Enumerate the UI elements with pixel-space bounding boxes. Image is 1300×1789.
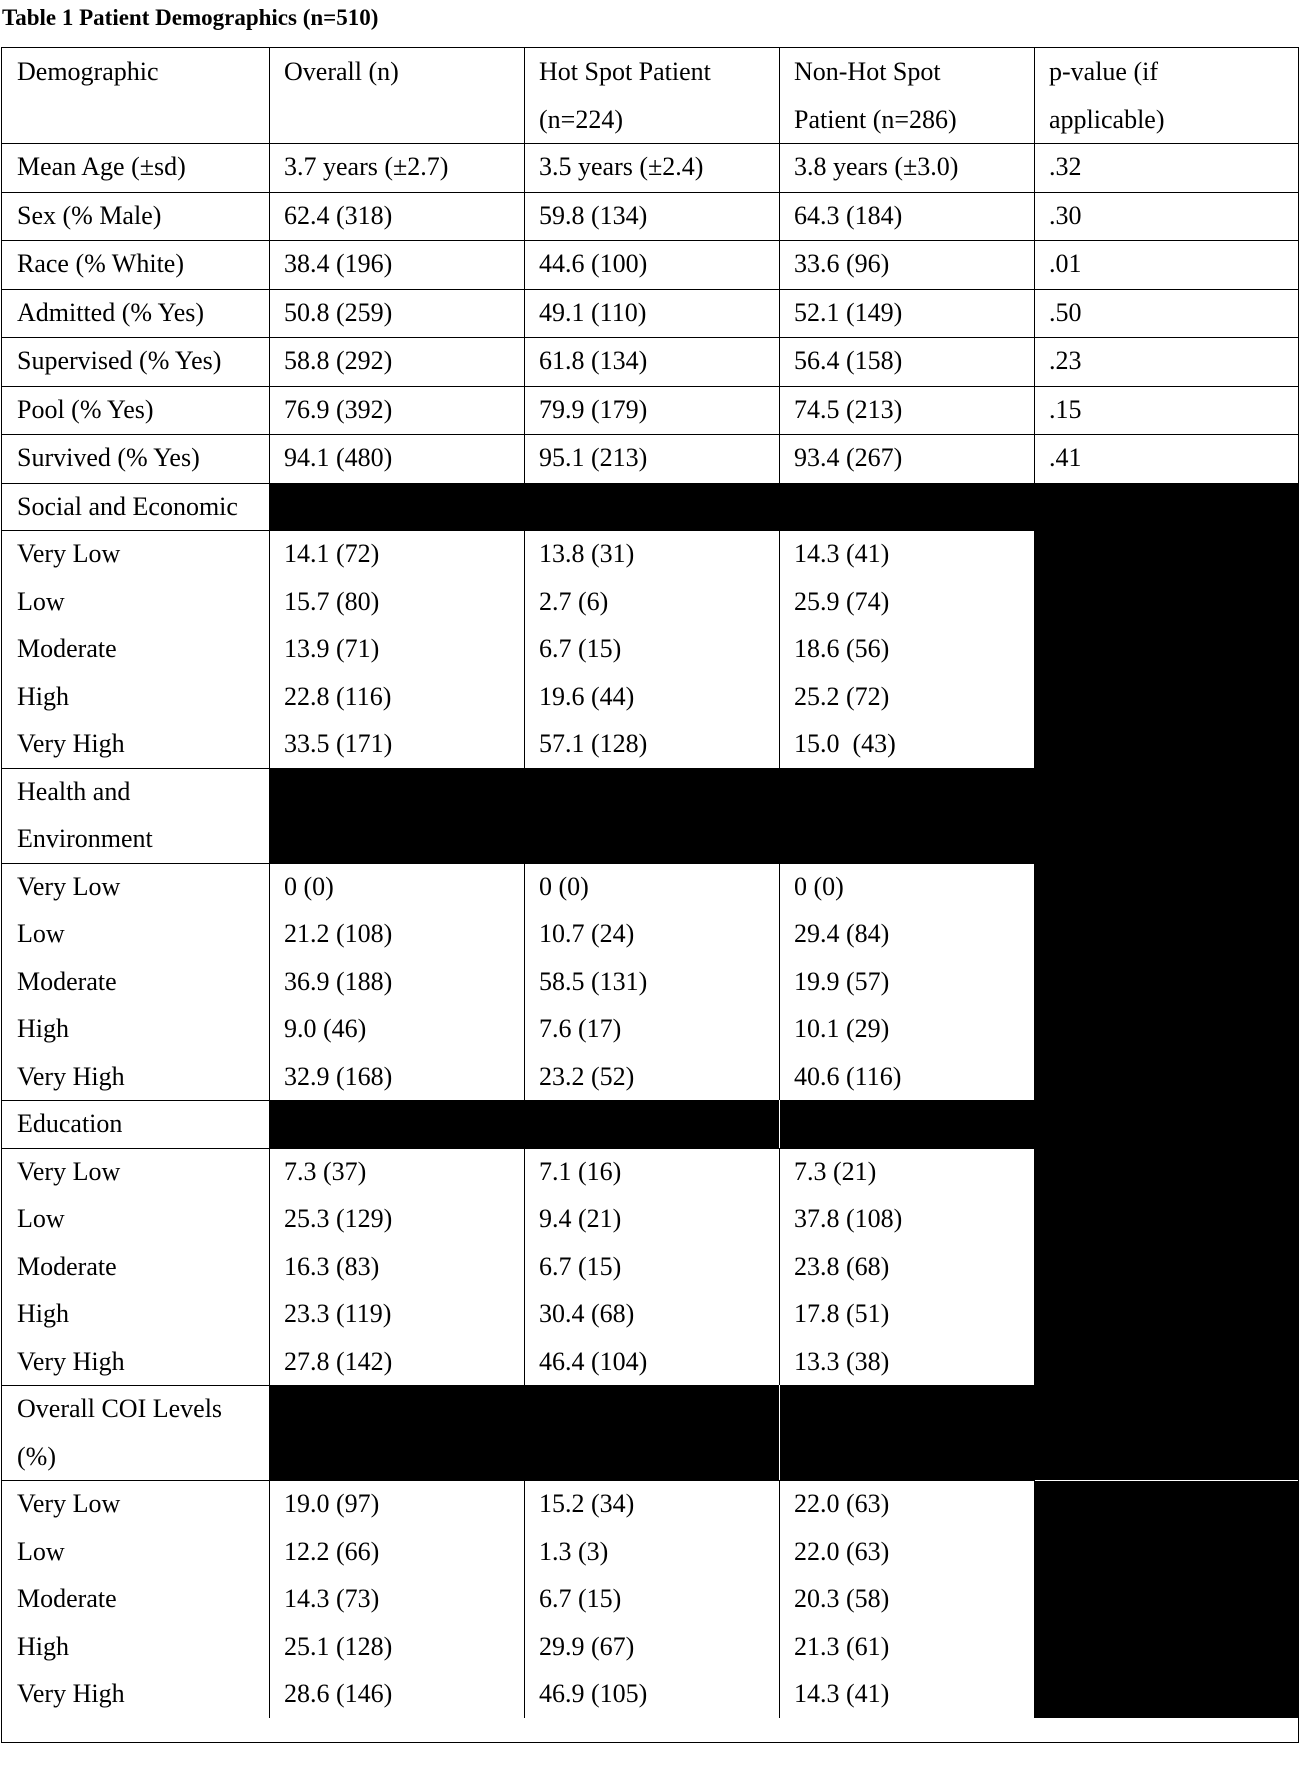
redaction-bar [1034,863,1298,1101]
column-divider [1034,530,1035,768]
column-divider [524,1480,525,1718]
data-cell: 23.3 (119) [284,1299,392,1328]
redaction-bar [1034,1148,1298,1386]
data-cell: 25.9 (74) [794,586,890,616]
data-cell: 3.5 years (±2.4) [539,152,704,181]
data-cell: 58.5 (131) [539,966,648,996]
data-cell: 62.4 (318) [284,200,393,230]
data-cell: 36.9 (188) [284,966,393,996]
row-label: Low [17,919,65,948]
section-title: Health and Environment [17,776,153,853]
data-cell: 13.8 (31) [539,539,635,568]
row-label: Moderate [17,1584,117,1613]
data-cell: 57.1 (128) [539,729,648,758]
row-label: High [17,1631,69,1661]
header-cell: p-value (if applicable) [1049,57,1165,134]
data-cell: 6.7 (15) [539,1584,622,1613]
row-label: Survived (% Yes) [17,443,200,472]
data-cell: 46.4 (104) [539,1346,648,1376]
data-cell: 19.6 (44) [539,681,635,711]
data-cell: 2.7 (6) [539,586,609,616]
data-cell: 79.9 (179) [539,394,648,424]
data-cell: 15.2 (34) [539,1489,635,1518]
column-gap [779,1100,780,1148]
row-label: Low [17,1204,65,1233]
row-label: High [17,1014,69,1043]
table-caption: Table 1 Patient Demographics (n=510) [2,5,379,30]
row-label: Low [17,1536,65,1566]
column-divider [269,48,270,483]
data-cell: 9.4 (21) [539,1204,622,1233]
row-label: Pool (% Yes) [17,394,154,424]
data-cell: 1.3 (3) [539,1536,609,1566]
data-cell: 46.9 (105) [539,1679,648,1708]
data-cell: 13.9 (71) [284,634,380,663]
data-cell: 14.3 (41) [794,1679,890,1708]
data-cell: 33.5 (171) [284,729,393,758]
data-cell: 25.2 (72) [794,681,890,711]
row-label: Very High [17,1346,125,1376]
data-cell: 17.8 (51) [794,1299,890,1328]
header-cell: Overall (n) [284,57,399,86]
data-cell: 76.9 (392) [284,394,393,424]
row-label: Admitted (% Yes) [17,297,205,327]
section-title: Social and Economic [17,491,238,521]
column-divider [269,1148,270,1386]
row-label: Mean Age (±sd) [17,152,186,181]
data-cell: 19.9 (57) [794,966,890,996]
data-cell: .15 [1049,394,1082,424]
data-cell: .01 [1049,249,1082,278]
data-cell: .30 [1049,200,1082,230]
column-divider [524,530,525,768]
row-label: Moderate [17,1251,117,1281]
column-divider [1034,1148,1035,1386]
data-cell: 23.2 (52) [539,1061,635,1091]
data-cell: 32.9 (168) [284,1061,393,1091]
data-cell: 21.3 (61) [794,1631,890,1661]
data-cell: 0 (0) [284,871,334,901]
redaction-bar [269,1100,1298,1149]
row-label: Moderate [17,966,117,996]
data-cell: 16.3 (83) [284,1251,380,1281]
row-label: Very Low [17,1489,121,1518]
data-cell: 12.2 (66) [284,1536,380,1566]
data-cell: 21.2 (108) [284,919,393,948]
data-cell: 18.6 (56) [794,634,890,663]
column-gap [779,1385,780,1480]
data-cell: 13.3 (38) [794,1346,890,1376]
data-cell: 95.1 (213) [539,443,648,472]
data-cell: .50 [1049,297,1082,327]
column-divider [524,1148,525,1386]
data-cell: 61.8 (134) [539,346,648,375]
data-cell: 10.7 (24) [539,919,635,948]
data-cell: 25.1 (128) [284,1631,393,1661]
data-cell: 3.8 years (±3.0) [794,152,959,181]
row-label: Very Low [17,1156,121,1186]
data-cell: 9.0 (46) [284,1014,367,1043]
data-cell: 6.7 (15) [539,1251,622,1281]
data-cell: 0 (0) [539,871,589,901]
data-cell: 38.4 (196) [284,249,393,278]
data-cell: 14.3 (73) [284,1584,380,1613]
data-cell: 7.3 (37) [284,1156,367,1186]
data-cell: 25.3 (129) [284,1204,393,1233]
row-label: Supervised (% Yes) [17,346,222,375]
data-cell: 22.0 (63) [794,1536,890,1566]
data-cell: 59.8 (134) [539,200,648,230]
column-divider [269,530,270,768]
data-cell: 3.7 years (±2.7) [284,152,449,181]
column-divider [779,48,780,483]
data-cell: 58.8 (292) [284,346,393,375]
row-label: Low [17,586,65,616]
data-cell: 23.8 (68) [794,1251,890,1281]
column-divider [269,863,270,1101]
data-cell: .41 [1049,443,1082,472]
redaction-bar [1034,530,1298,768]
row-divider [1034,1480,1298,1481]
demographics-table [1,47,1299,1743]
header-cell: Hot Spot Patient (n=224) [539,57,711,134]
data-cell: 29.4 (84) [794,919,890,948]
row-label: Very Low [17,871,121,901]
row-label: Race (% White) [17,249,184,278]
data-cell: 30.4 (68) [539,1299,635,1328]
data-cell: 7.1 (16) [539,1156,622,1186]
header-cell: Demographic [17,57,159,86]
redaction-bar [269,768,1298,864]
data-cell: 14.1 (72) [284,539,380,568]
data-cell: 19.0 (97) [284,1489,380,1518]
data-cell: 49.1 (110) [539,297,647,327]
column-divider [1034,863,1035,1101]
data-cell: 20.3 (58) [794,1584,890,1613]
column-divider [1034,48,1035,483]
data-cell: 0 (0) [794,871,844,901]
column-divider [269,1480,270,1718]
data-cell: 29.9 (67) [539,1631,635,1661]
data-cell: 93.4 (267) [794,443,903,472]
data-cell: 10.1 (29) [794,1014,890,1043]
row-label: High [17,681,69,711]
column-divider [1034,1480,1035,1718]
section-divider [2,483,1298,484]
row-label: Very High [17,1679,125,1708]
data-cell: 33.6 (96) [794,249,890,278]
column-divider [524,48,525,483]
data-cell: 50.8 (259) [284,297,393,327]
row-label: Very Low [17,539,121,568]
row-label: Very High [17,1061,125,1091]
data-cell: 15.7 (80) [284,586,380,616]
data-cell: 27.8 (142) [284,1346,393,1376]
row-label: Moderate [17,634,117,663]
section-title: Overall COI Levels (%) [17,1394,223,1471]
redaction-bar [269,483,1298,532]
data-cell: 56.4 (158) [794,346,903,375]
redaction-bar [269,1385,1298,1481]
row-label: Very High [17,729,125,758]
data-cell: 64.3 (184) [794,200,903,230]
data-cell: 44.6 (100) [539,249,648,278]
column-divider [779,530,780,768]
column-divider [779,1480,780,1718]
section-title: Education [17,1109,123,1138]
data-cell: 14.3 (41) [794,539,890,568]
column-divider [779,863,780,1101]
data-cell: 28.6 (146) [284,1679,393,1708]
data-cell: 37.8 (108) [794,1204,903,1233]
data-cell: 15.0 (43) [794,729,896,758]
row-label: Sex (% Male) [17,200,162,230]
data-cell: 6.7 (15) [539,634,622,663]
data-cell: 74.5 (213) [794,394,903,424]
data-cell: 22.0 (63) [794,1489,890,1518]
redaction-bar [1034,1480,1298,1718]
data-cell: 7.3 (21) [794,1156,877,1186]
data-cell: 52.1 (149) [794,297,903,327]
data-cell: 40.6 (116) [794,1061,902,1091]
data-cell: 7.6 (17) [539,1014,622,1043]
column-divider [524,863,525,1101]
data-cell: .23 [1049,346,1082,375]
data-cell: 94.1 (480) [284,443,393,472]
column-divider [779,1148,780,1386]
row-label: High [17,1299,69,1328]
header-cell: Non-Hot Spot Patient (n=286) [794,57,957,134]
data-cell: .32 [1049,152,1082,181]
data-cell: 22.8 (116) [284,681,392,711]
